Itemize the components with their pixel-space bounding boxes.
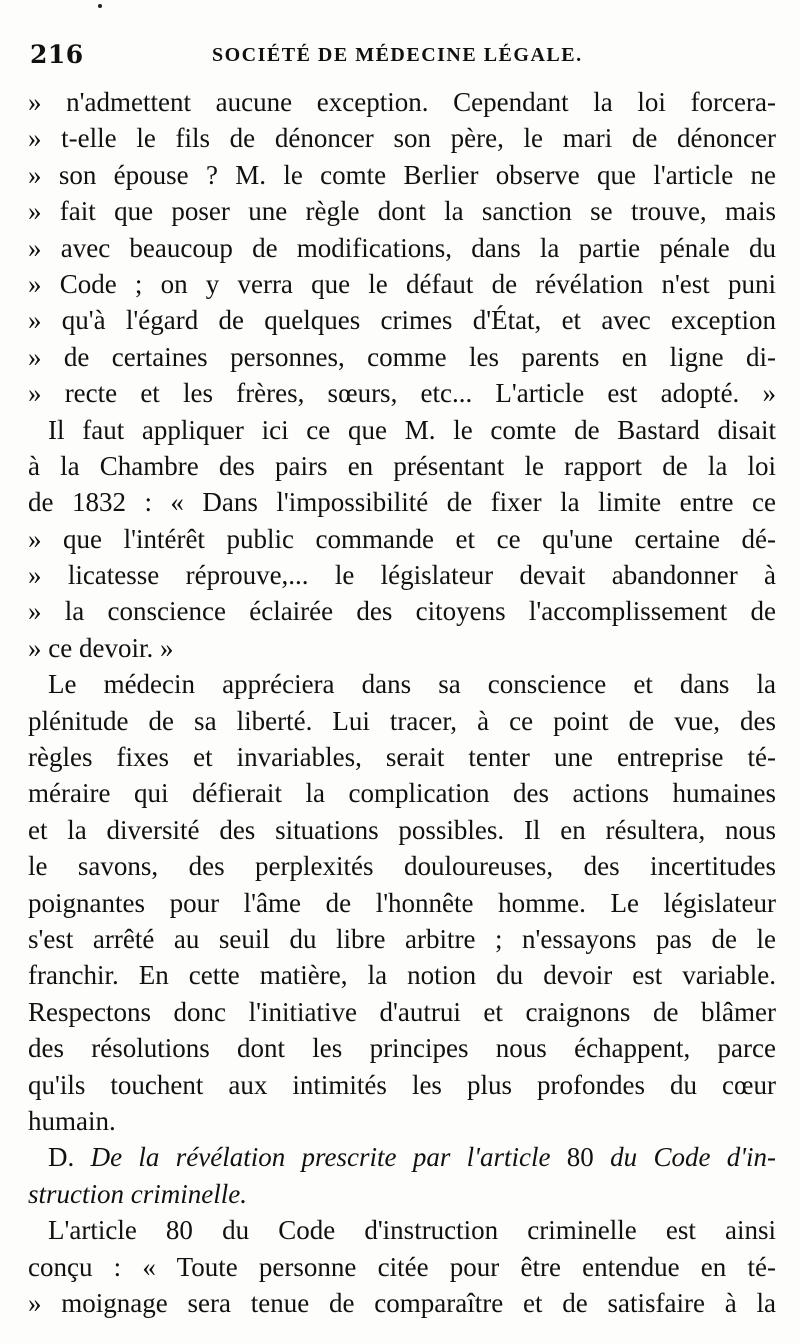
text-line: » avec beaucoup de modifications, dans la partie pénale du: [28, 232, 776, 263]
page-number: 216: [30, 40, 84, 69]
text-line: s'est arrêté au seuil du libre arbitre ; n'essayons pas de le: [28, 923, 776, 954]
text-line: » ce devoir. »: [28, 632, 174, 663]
page-header: [30, 40, 770, 80]
text-line: » n'admettent aucune exception. Cependant la loi forcera-: [28, 87, 776, 117]
final-text-lines: [28, 1212, 776, 1321]
section-d-heading-continued: struction criminelle.: [28, 1178, 247, 1209]
text-line: le savons, des perplexités douloureuses, des incertitudes: [28, 851, 776, 882]
text-line: des résolutions dont les principes nous échappent, parce: [28, 1033, 776, 1064]
section-d-title-part1: De la révélation prescrite par l'article: [90, 1142, 551, 1173]
section-d-title-part2: du Code d'in-: [610, 1142, 777, 1173]
text-line: plénitude de sa liberté. Lui tracer, à ce point de vue, des: [28, 705, 776, 736]
text-line: » que l'intérêt public commande et ce qu'une certaine dé-: [28, 523, 776, 554]
body-text: [28, 84, 776, 1321]
text-line: qu'ils touchent aux intimités les plus profondes du cœur: [28, 1069, 776, 1100]
text-line: poignantes pour l'âme de l'honnête homme. Le législateur: [28, 887, 776, 918]
section-d-article-number: 80: [566, 1142, 594, 1173]
text-line: franchir. En cette matière, la notion du devoir est variable.: [28, 960, 776, 991]
section-d-label: D.: [48, 1142, 75, 1173]
text-line: humain.: [28, 1105, 116, 1136]
text-line: » moignage sera tenue de comparaître et de satisfaire à la: [28, 1287, 776, 1318]
running-head: SOCIÉTÉ DE MÉDECINE LÉGALE.: [212, 44, 583, 66]
text-line: » Code ; on y verra que le défaut de révélation n'est puni: [28, 268, 776, 299]
text-line: » qu'à l'égard de quelques crimes d'État, et avec exception: [28, 305, 776, 336]
text-line: » recte et les frères, sœurs, etc... L'article est adopté. »: [28, 378, 776, 409]
ink-spot: [98, 4, 102, 8]
text-line: et la diversité des situations possibles. Il en résultera, nous: [28, 814, 776, 845]
text-line: L'article 80 du Code d'instruction criminelle est ainsi: [48, 1215, 776, 1246]
text-line: règles fixes et invariables, serait tenter une entreprise té-: [28, 742, 776, 773]
text-line: Le médecin appréciera dans sa conscience et dans la: [48, 669, 776, 700]
section-d-heading: [28, 1139, 776, 1175]
text-line: Il faut appliquer ici ce que M. le comte de Bastard disait: [48, 414, 776, 445]
text-line: » fait que poser une règle dont la sanction se trouve, mais: [28, 196, 776, 227]
text-lines: [28, 84, 776, 1139]
text-line: de 1832 : « Dans l'impossibilité de fixer la limite entre ce: [28, 487, 776, 518]
text-line: » son épouse ? M. le comte Berlier observe que l'article ne: [28, 159, 776, 190]
text-line: » licatesse réprouve,... le législateur devait abandonner à: [28, 560, 776, 591]
text-line: méraire qui défierait la complication des actions humaines: [28, 778, 776, 809]
text-line: conçu : « Toute personne citée pour être entendue en té-: [28, 1251, 776, 1282]
text-line: » t-elle le fils de dénoncer son père, le mari de dénoncer: [28, 123, 776, 154]
text-line: » la conscience éclairée des citoyens l'accomplissement de: [28, 596, 776, 627]
text-line: à la Chambre des pairs en présentant le rapport de la loi: [28, 450, 776, 481]
text-line: Respectons donc l'initiative d'autrui et craignons de blâmer: [28, 996, 776, 1027]
text-line: » de certaines personnes, comme les parents en ligne di-: [28, 341, 776, 372]
